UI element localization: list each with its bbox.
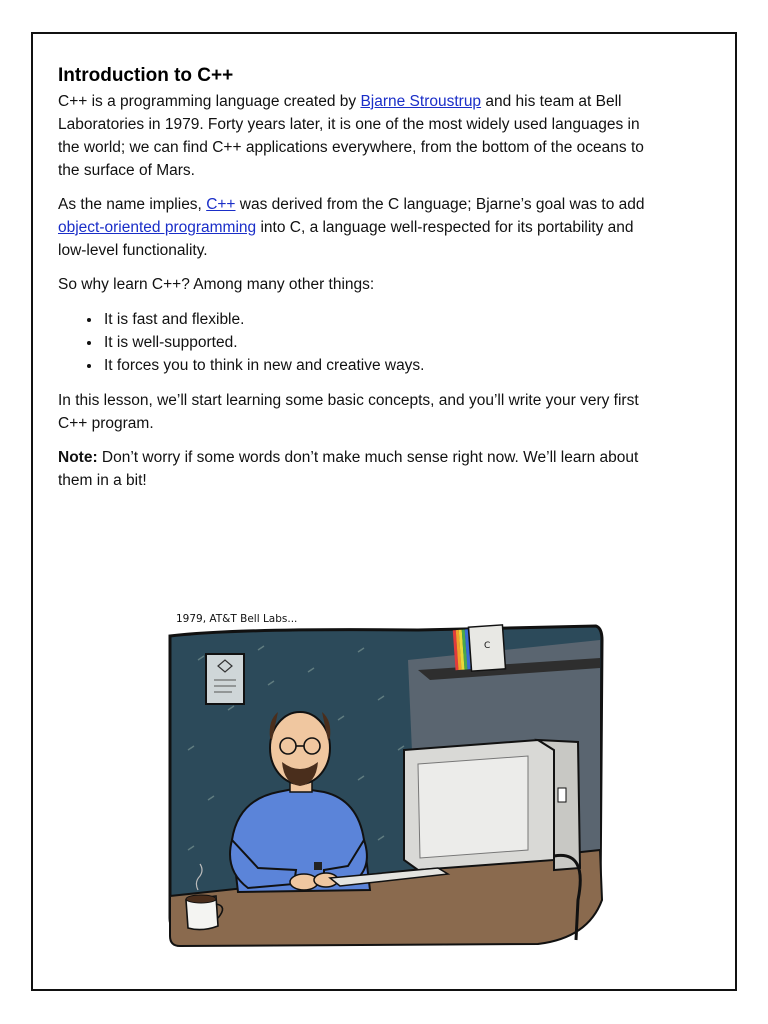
intro-paragraph [58,90,658,182]
origin-text-2: was derived from the C language; Bjarne’s goal was to add [235,196,645,213]
reasons-list [58,308,658,377]
list-item: • It is well-supported. [102,331,658,354]
page-title: Introduction to C++ [58,65,234,86]
origin-text-3: into C, a language well-respected for its portability and low-level functionality. [58,219,634,259]
bjarne-stroustrup-link[interactable]: Bjarne Stroustrup [360,93,482,110]
why-learn-paragraph: So why learn C++? Among many other things: [58,276,375,293]
note-paragraph [58,446,658,492]
origin-paragraph [58,193,658,262]
illustration-caption: 1979, AT&T Bell Labs... [176,613,298,625]
cpp-link[interactable]: C++ [206,196,236,213]
book-stripes [453,629,471,670]
origin-text-1: As the name implies, [58,196,207,213]
book-letter: C [484,641,491,651]
intro-text-1: C++ is a programming language created by [58,93,361,110]
list-item: • It forces you to think in new and creative ways. [102,354,658,377]
bell-labs-illustration [118,600,650,952]
note-label: Note: [58,449,98,466]
intro-text-2: and his team at Bell Laboratories in 1979. Forty years later, it is one of the most widely used languages in the world; we can find C++ applications everywhere, from the bottom of the oceans to the surface of Mars. [58,93,644,179]
wall-frame [206,654,244,704]
note-text: Don’t worry if some words don’t make much sense right now. We’ll learn about them in a bit! [58,449,639,489]
lesson-paragraph: In this lesson, we’ll start learning some basic concepts, and you’ll write your very first C++ program. [58,392,639,432]
list-item: • It is fast and flexible. [102,308,658,331]
oop-link[interactable]: object-oriented programming [58,219,257,236]
document-body [58,64,658,492]
